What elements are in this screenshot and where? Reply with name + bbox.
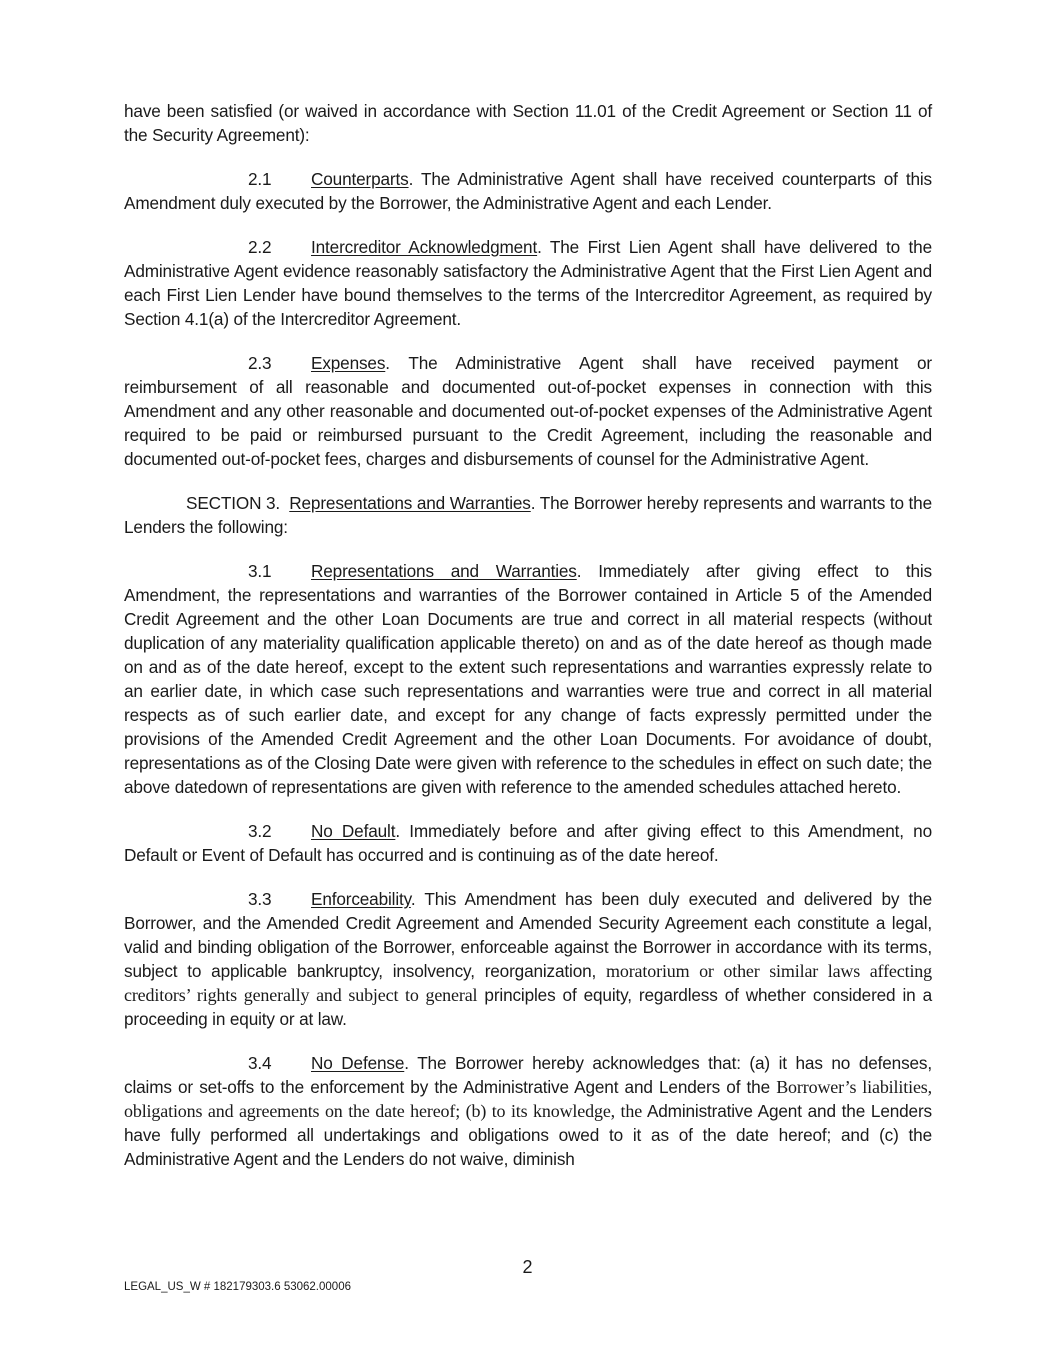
section-number: 3.2 (248, 821, 272, 841)
section-body: . The Borrower hereby represents and warrants to the Lenders the following: (124, 493, 932, 537)
section-3-4 (124, 1051, 932, 1171)
section-3-2 (124, 819, 932, 867)
intro-paragraph (124, 99, 932, 147)
section-body: . Immediately after giving effect to this Amendment, the representations and warranties of the Borrower contained in Article 5 of the Amended Credit Agreement and the other Loan Documents are true and correct in all material respects (without duplication of any materiality qualification applicable thereto) on and as of the date hereof as though made on and as of the date hereof, except to the extent such representations and warranties expressly relate to an earlier date, in which case such representations and warranties were true and correct in all material respects as of such earlier date, and except for any change of facts expressly permitted under the provisions of the Amended Credit Agreement and the other Loan Documents. For avoidance of doubt, representations as of the Closing Date were given with reference to the schedules in effect on such date; the above datedown of representations are given with reference to the amended schedules attached hereto. (124, 561, 932, 797)
section-body: principles of equity, regardless of whether considered in a proceeding in equity or at law. (124, 985, 932, 1029)
section-body: . The Administrative Agent shall have received counterparts of this Amendment duly executed by the Borrower, the Administrative Agent and each Lender. (124, 169, 932, 213)
intro-text: have been satisfied (or waived in accordance with Section 11.01 of the Credit Agreement or Section 11 of the Security Agreement): (124, 101, 932, 145)
section-heading: Enforceability (311, 889, 411, 909)
section-number: 2.2 (248, 237, 272, 257)
section-body: . The First Lien Agent shall have delivered to the Administrative Agent evidence reasonably satisfactory the Administrative Agent that the First Lien Agent and each First Lien Lender have bound themselves to the terms of the Intercreditor Agreement, as required by Section 4.1(a) of the Intercreditor Agreement. (124, 237, 932, 329)
section-body: . The Administrative Agent shall have received payment or reimbursement of all reasonable and documented out-of-pocket expenses in connection with this Amendment and any other reasonable and documented out-of-pocket expenses of the Administrative Agent required to be paid or reimbursed pursuant to the Credit Agreement, including the reasonable and documented out-of-pocket fees, charges and disbursements of counsel for the Administrative Agent. (124, 353, 932, 469)
section-3-3 (124, 887, 932, 1031)
section-heading: Intercreditor Acknowledgment (311, 237, 538, 257)
section-body: . This Amendment has been duly executed and delivered by the Borrower, and the Amended Credit Agreement and Amended Security Agreement each constitute a legal, valid and binding obligation of the Borrower, enforceable against the Borrower in accordance with its terms, subject to applicable bankruptcy, insolvency, reorganization, (124, 889, 932, 981)
section-heading: Counterparts (311, 169, 409, 189)
section-number: 3.1 (248, 561, 272, 581)
section-body-serif: Borrower’s liabilities, obligations and agreements on the date hereof; (b) to its knowledge, the (124, 1077, 932, 1121)
section-label: SECTION 3. (186, 493, 290, 513)
page-number: 2 (522, 1257, 533, 1277)
section-2-2 (124, 235, 932, 331)
section-body: . The Borrower hereby acknowledges that: (a) it has no defenses, claims or set-offs to the enforcement by the Administrative Agent and Lenders of the (124, 1053, 933, 1097)
section-heading: Representations and Warranties (311, 561, 577, 581)
section-2-3 (124, 351, 932, 471)
section-heading: No Defense (311, 1053, 405, 1073)
section-heading: Representations and Warranties (289, 493, 531, 513)
section-number: 3.3 (248, 889, 272, 909)
section-body: Administrative Agent and the Lenders have fully performed all undertakings and obligations owed to it as of the date hereof; and (c) the Administrative Agent and the Lenders do not waive, diminish (124, 1101, 932, 1169)
section-number: 3.4 (248, 1053, 272, 1073)
section-3-1 (124, 559, 932, 799)
section-body: . Immediately before and after giving effect to this Amendment, no Default or Event of Default has occurred and is continuing as of the date hereof. (124, 821, 932, 865)
section-2-1 (124, 167, 932, 215)
document-id-footer: LEGAL_US_W # 182179303.6 53062.00006 (124, 1281, 351, 1293)
section-number: 2.1 (248, 169, 272, 189)
section-number: 2.3 (248, 353, 272, 373)
section-3-header (124, 491, 932, 539)
section-heading: No Default (311, 821, 396, 841)
section-body-serif: moratorium or other similar laws affecting creditors’ rights generally and subject to general (124, 961, 932, 1005)
document-page (124, 99, 932, 1191)
section-heading: Expenses (311, 353, 386, 373)
